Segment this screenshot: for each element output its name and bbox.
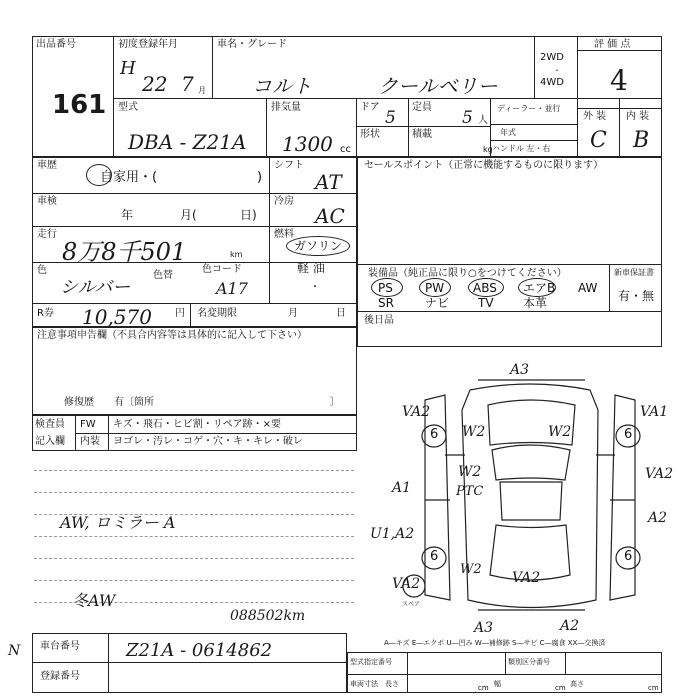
ac-value: AC [315, 204, 345, 228]
diag-va2-tl: VA2 [402, 404, 431, 420]
equip-tv: TV [478, 296, 494, 310]
diag-va2-bl: VA2 [392, 576, 421, 592]
doors-value: 5 [385, 108, 396, 128]
diag-w2-3: W2 [458, 464, 482, 480]
extra-label: 後日品 [364, 315, 394, 326]
equip-pw: PW [425, 281, 445, 295]
color-code-value: A17 [216, 279, 248, 298]
first-reg-label: 初度登録年月 [118, 39, 178, 50]
equip-leather: 本革 [523, 296, 548, 310]
diag-a3-bottom: A3 [474, 620, 494, 636]
equip-aw: AW [578, 281, 598, 295]
handle-label: ハンドル 左・右 [492, 144, 551, 153]
first-reg-month: 7 [181, 72, 194, 96]
diag-va2-c: VA2 [512, 570, 541, 586]
inspector-fw-text: キズ・飛石・ヒビ割・リペア跡・×要 [113, 419, 281, 430]
fuel-gasoline: ガソリン [294, 239, 343, 253]
notes-label: 注意事項申告欄（不具合内容等は具体的に記入して下さい） [37, 330, 307, 341]
color-value: シルバー [60, 277, 131, 298]
diag-w2-bl: W2 [460, 562, 482, 577]
model-spec-label: 型式指定番号 [350, 658, 392, 666]
history-label: 車歴 [37, 160, 57, 171]
diag-w2-2: W2 [548, 424, 572, 440]
dealer-label: ディーラー・並行 [497, 104, 561, 113]
equip-ps: PS [378, 281, 393, 295]
first-reg-month-unit: 月 [198, 86, 206, 95]
diag-va1-tr: VA1 [640, 404, 669, 420]
shift-value: AT [315, 170, 342, 194]
remark-line2: 冬AW [72, 591, 116, 610]
displacement-unit: cc [340, 144, 351, 155]
inspection-day: 日) [240, 208, 257, 222]
lot-number: 161 [52, 90, 107, 120]
diag-a1: A1 [392, 480, 412, 496]
name-change-day: 日 [336, 308, 346, 319]
warranty-value: 有・無 [618, 289, 655, 303]
damage-legend: A―キズ E―エクボ U―凹み W―補修跡 S―サビ C―腐食 XX―交換済 [384, 639, 606, 647]
inspector-label2: 記入欄 [35, 436, 65, 447]
inspection-month: 月( [180, 208, 197, 222]
recycle-value: 10,570 [82, 305, 152, 329]
inspector-label: 検査員 [35, 419, 65, 430]
inspection-year: 年 [121, 208, 134, 222]
reg-label: 登録番号 [40, 671, 80, 682]
dim-width: 幅 [494, 680, 501, 688]
capacity-value: 5 [462, 108, 473, 128]
recycle-unit: 円 [175, 308, 185, 319]
capacity-unit: 人 [478, 115, 488, 126]
drive-4wd: 4WD [540, 77, 564, 88]
tire-br: 6 [624, 549, 633, 564]
remark-line1: AW, ロミラー A [60, 513, 176, 532]
inspector-fw: FW [80, 419, 96, 430]
chassis-label: 車台番号 [40, 641, 80, 652]
equip-airbag: エアB [523, 281, 556, 295]
diag-w2-1: W2 [462, 424, 486, 440]
repair-history: 修復歴 有〔箇所 [64, 397, 154, 408]
car-name-label: 車名・グレード [217, 39, 287, 50]
load-unit: kg [483, 145, 493, 154]
diag-u1a2: U1,A2 [370, 526, 415, 542]
doors-label: ドア [360, 102, 380, 113]
inspector-int-text: ヨゴレ・汚レ・コゲ・穴・キ・キレ・破レ [113, 436, 303, 447]
shift-label: シフト [274, 160, 304, 171]
rating-int-value: B [633, 128, 650, 153]
spare-label: スペア [402, 601, 421, 608]
mileage-value: 8万8千501 [62, 238, 187, 266]
color-change-label: 色替 [153, 270, 173, 281]
rating-value: 4 [610, 64, 628, 97]
first-reg-era: H [120, 58, 136, 79]
car-grade: クールベリー [378, 74, 498, 98]
name-change-month: 月 [288, 308, 298, 319]
year-label: 年式 [500, 128, 516, 137]
history-close: ) [257, 170, 263, 185]
rating-ext-value: C [590, 128, 607, 153]
dim-cm-3: cm [648, 684, 659, 692]
sales-label: セールスポイント（正常に機能するものに限ります） [364, 160, 604, 171]
history-value: 自家用・( [100, 170, 158, 185]
capacity-label: 定員 [412, 102, 432, 113]
dimensions-label: 車両寸法 長さ [350, 680, 399, 688]
chassis-value: Z21A - 0614862 [126, 640, 273, 661]
diag-a2-r: A2 [648, 510, 668, 526]
equip-navi: ナビ [425, 296, 450, 310]
recycle-label: R券 [37, 308, 54, 319]
fuel-diesel: 軽 油 [297, 261, 325, 275]
displacement-label: 排気量 [271, 102, 301, 113]
model-value: DBA - Z21A [128, 130, 247, 154]
first-reg-year: 22 [142, 72, 168, 96]
side-mark: N [8, 643, 21, 659]
diag-a2-bottom: A2 [560, 618, 580, 634]
tire-tl: 6 [430, 427, 439, 442]
rating-label: 評 価 点 [594, 39, 631, 50]
rating-ext-label: 外 装 [583, 111, 607, 122]
equip-sr: SR [378, 296, 394, 310]
tire-bl: 6 [430, 549, 439, 564]
displacement-value: 1300 [282, 132, 333, 156]
load-label: 積載 [412, 129, 432, 140]
lot-label: 出品番号 [36, 39, 76, 50]
fuel-dot: ・ [310, 282, 320, 293]
inspection-label: 車検 [37, 196, 57, 207]
tire-tr: 6 [624, 427, 633, 442]
drive-dot: ・ [553, 66, 561, 75]
mileage-label: 走行 [37, 229, 57, 240]
inspector-int: 内装 [80, 436, 100, 447]
warranty-title: 新車保証書 [614, 268, 654, 277]
car-name: コルト [252, 74, 312, 98]
dim-cm-1: cm [478, 684, 489, 692]
fuel-label: 燃料 [274, 229, 294, 240]
shape-label: 形状 [360, 129, 380, 140]
dim-cm-2: cm [555, 684, 566, 692]
rating-int-label: 内 装 [626, 111, 650, 122]
mileage-unit: km [230, 250, 243, 259]
dim-height: 高さ [570, 680, 584, 688]
equipment-label: 装備品（純正品に限り○をつけてください） [368, 268, 567, 279]
class-no-label: 類別区分番号 [508, 658, 550, 666]
equip-abs: ABS [473, 281, 497, 295]
ac-label: 冷房 [274, 196, 294, 207]
drive-2wd: 2WD [540, 52, 564, 63]
repair-close: 〕 [330, 397, 340, 408]
diag-va2-r: VA2 [645, 466, 674, 482]
color-code-label: 色コード [202, 264, 242, 275]
remark-odo: 088502km [230, 608, 306, 624]
name-change-label: 名変期限 [197, 308, 237, 319]
diag-ptc: PTC [456, 484, 484, 499]
model-label: 型式 [118, 102, 138, 113]
diag-a3-top: A3 [510, 362, 530, 378]
color-label: 色 [37, 265, 47, 276]
